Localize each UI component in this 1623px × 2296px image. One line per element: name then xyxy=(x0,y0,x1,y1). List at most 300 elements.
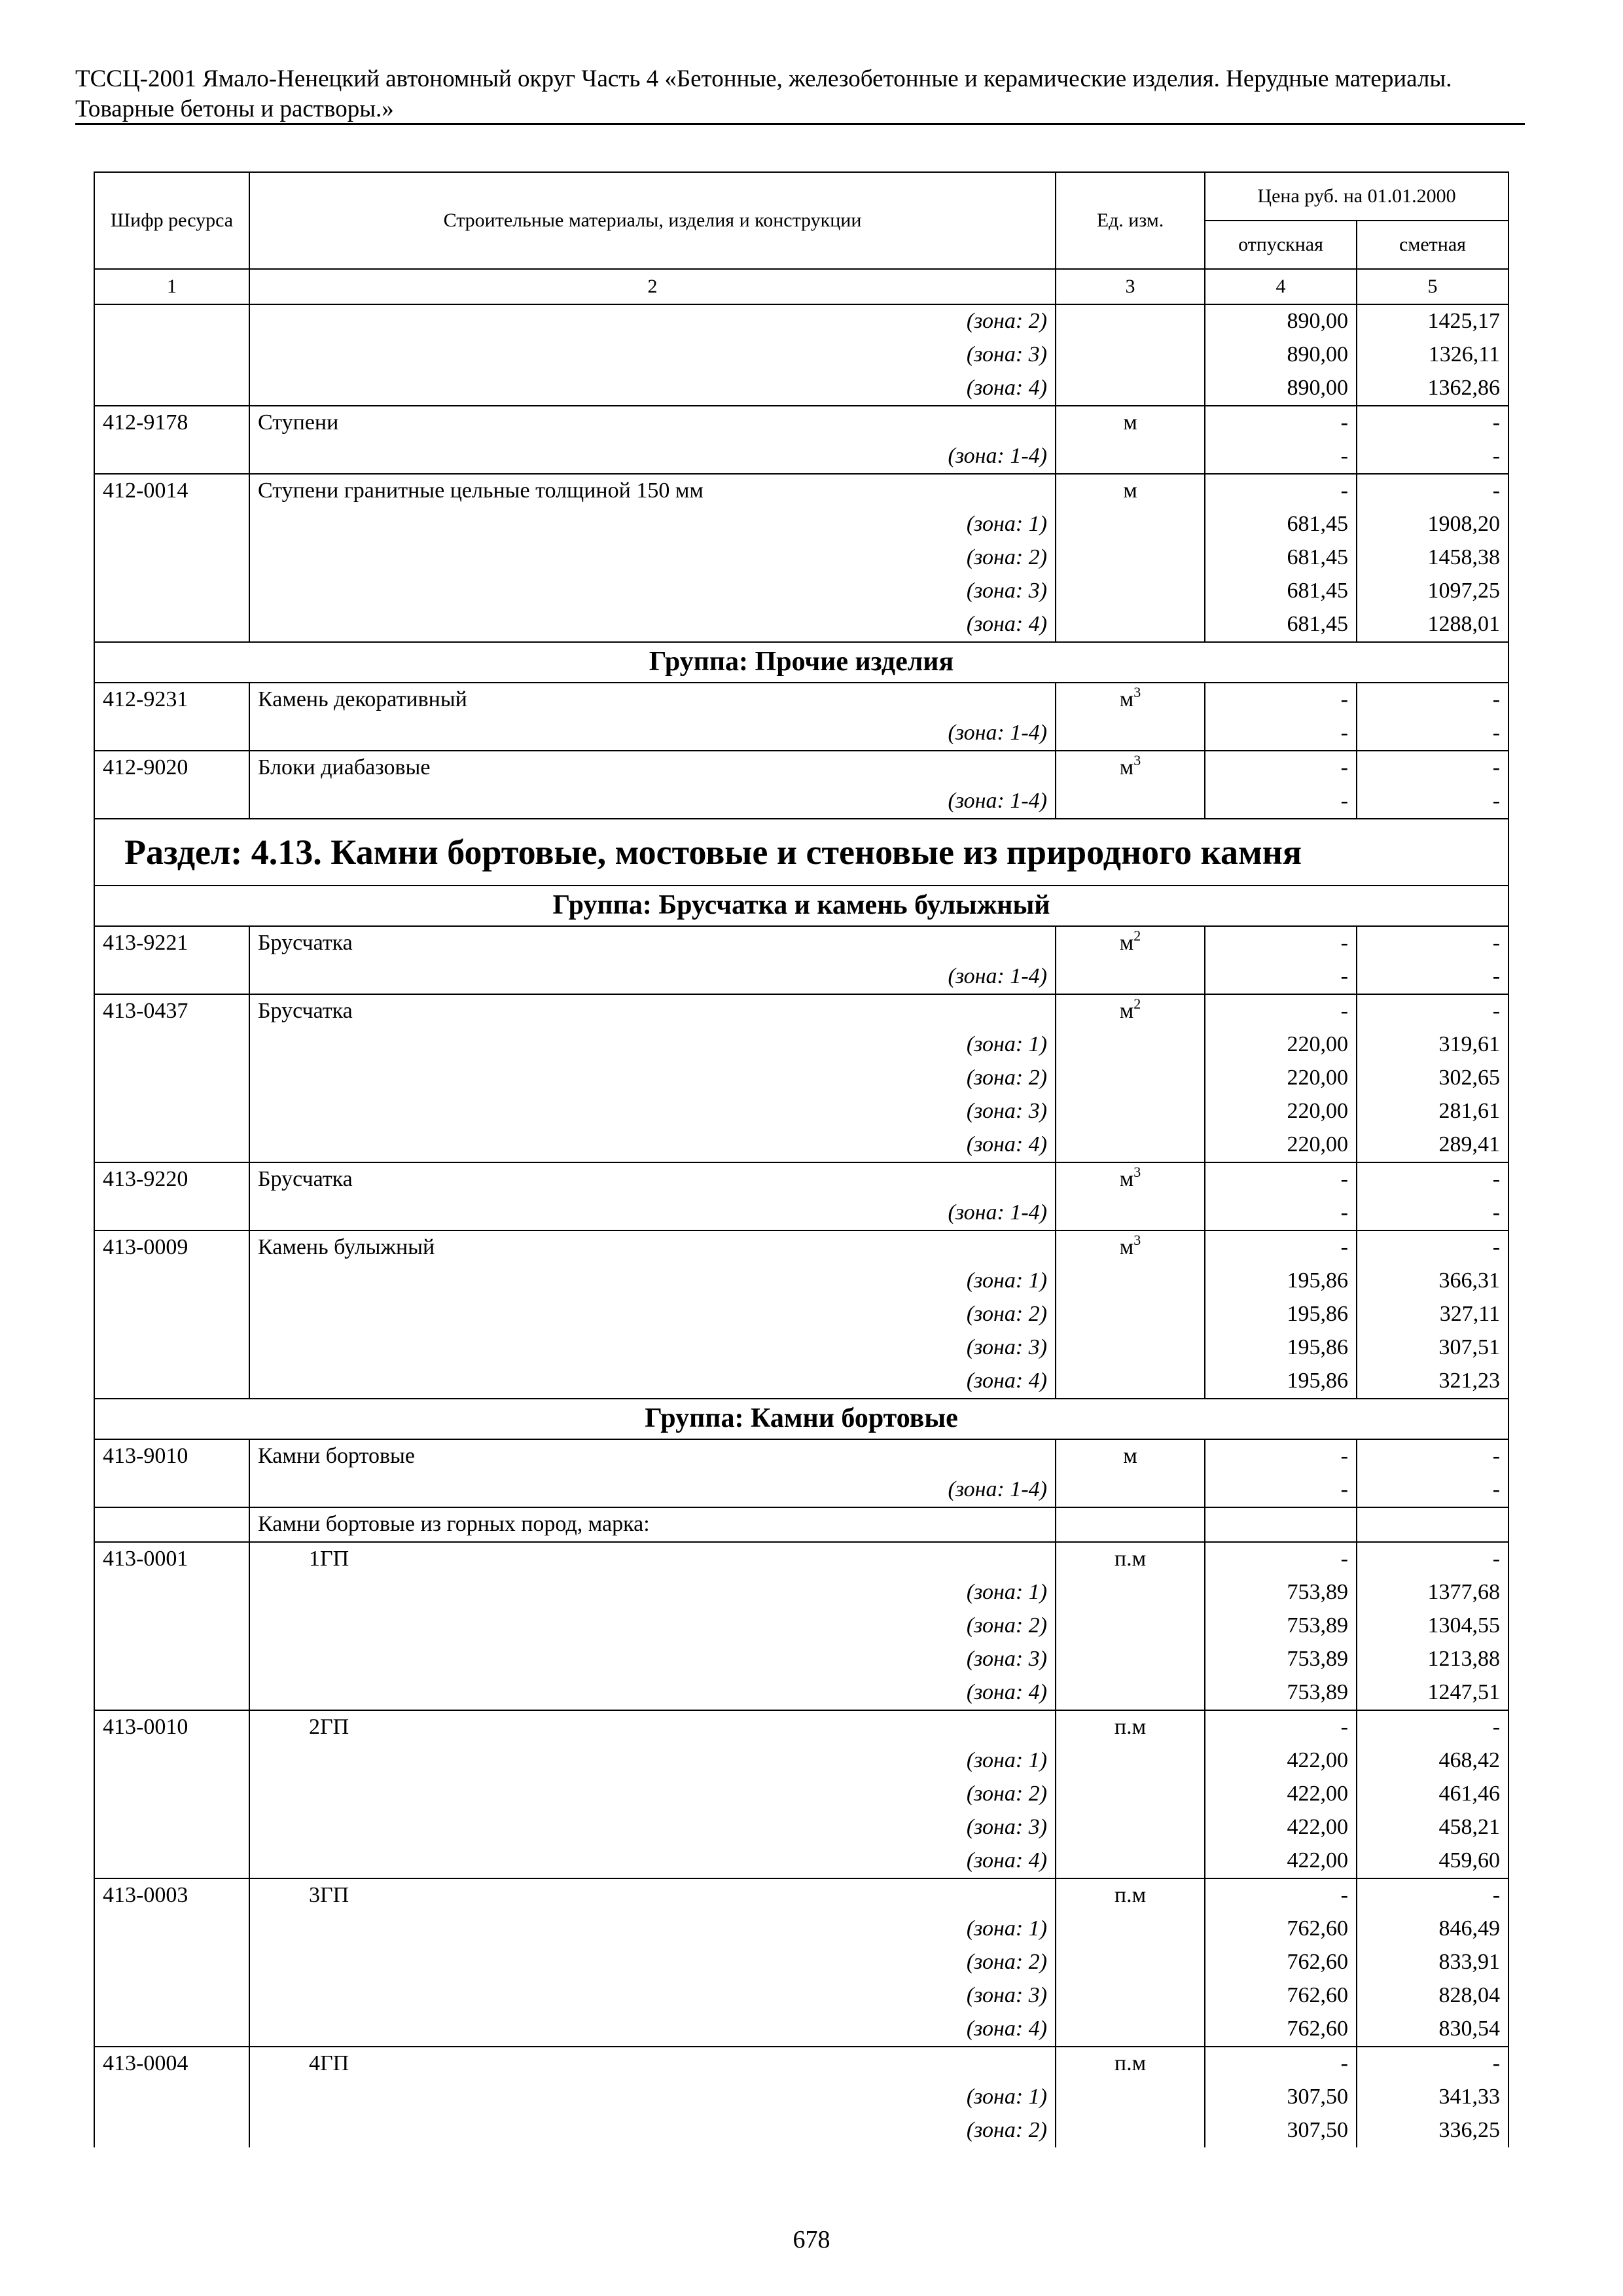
estimate-price: 828,04 xyxy=(1357,1979,1508,2013)
estimate-price: 302,65 xyxy=(1357,1062,1508,1095)
zone-price-row xyxy=(94,1331,1508,1365)
unit-of-measure xyxy=(1056,751,1205,785)
resource-code: 412-0014 xyxy=(94,474,249,508)
unit-of-measure xyxy=(1056,1128,1205,1162)
unit-text: п.м xyxy=(1114,1883,1147,1907)
estimate-price: 1458,38 xyxy=(1357,541,1508,575)
estimate-price: - xyxy=(1357,926,1508,960)
unit-of-measure xyxy=(1056,926,1205,960)
header-line-2: Товарные бетоны и растворы.» xyxy=(75,96,394,122)
resource-code xyxy=(94,575,249,608)
zone-label: (зона: 4) xyxy=(249,1128,1056,1162)
estimate-price xyxy=(1357,1507,1508,1542)
table-row xyxy=(94,926,1508,960)
zone-price-row xyxy=(94,1811,1508,1844)
zone-label: (зона: 4) xyxy=(249,2013,1056,2047)
zone-label: (зона: 2) xyxy=(249,304,1056,338)
zone-label: (зона: 3) xyxy=(249,338,1056,372)
release-price: 422,00 xyxy=(1205,1811,1357,1844)
unit-of-measure xyxy=(1056,2081,1205,2114)
material-name: Ступени гранитные цельные толщиной 150 мм xyxy=(249,474,1056,508)
estimate-price: 459,60 xyxy=(1357,1844,1508,1878)
running-header xyxy=(75,64,1525,124)
resource-code xyxy=(94,508,249,541)
zone-label: (зона: 3) xyxy=(249,1331,1056,1365)
table-row xyxy=(94,683,1508,717)
unit-of-measure xyxy=(1056,1028,1205,1062)
unit-of-measure xyxy=(1056,338,1205,372)
zone-label: (зона: 2) xyxy=(249,1609,1056,1643)
table-header xyxy=(94,172,1508,304)
col-header-unit: Ед. изм. xyxy=(1056,172,1205,269)
release-price: - xyxy=(1205,1162,1357,1196)
zone-label: (зона: 1) xyxy=(249,508,1056,541)
resource-code xyxy=(94,1062,249,1095)
unit-of-measure xyxy=(1056,372,1205,406)
release-price: 220,00 xyxy=(1205,1062,1357,1095)
resource-code xyxy=(94,1643,249,1676)
resource-code xyxy=(94,1095,249,1128)
estimate-price: 289,41 xyxy=(1357,1128,1508,1162)
estimate-price: - xyxy=(1357,994,1508,1028)
material-name: Брусчатка xyxy=(249,994,1056,1028)
zone-price-row xyxy=(94,575,1508,608)
release-price: - xyxy=(1205,717,1357,751)
unit-text: м xyxy=(1119,755,1134,780)
unit-of-measure xyxy=(1056,1365,1205,1399)
price-table-container xyxy=(94,171,1508,2147)
unit-of-measure xyxy=(1056,1473,1205,1507)
resource-code xyxy=(94,1778,249,1811)
zone-label: (зона: 3) xyxy=(249,1979,1056,2013)
col-header-price-group: Цена руб. на 01.01.2000 xyxy=(1205,172,1508,221)
unit-of-measure xyxy=(1056,575,1205,608)
release-price: - xyxy=(1205,751,1357,785)
release-price: - xyxy=(1205,1439,1357,1473)
estimate-price: 1097,25 xyxy=(1357,575,1508,608)
release-price: 762,60 xyxy=(1205,1979,1357,2013)
material-name: Камни бортовые xyxy=(249,1439,1056,1473)
zone-price-row xyxy=(94,372,1508,406)
group-heading-row xyxy=(94,642,1508,683)
unit-of-measure xyxy=(1056,1439,1205,1473)
resource-code xyxy=(94,1844,249,1878)
unit-of-measure xyxy=(1056,1542,1205,1576)
unit-text: м xyxy=(1123,478,1137,503)
resource-code xyxy=(94,1265,249,1298)
zone-label: (зона: 2) xyxy=(249,1946,1056,1979)
estimate-price: 461,46 xyxy=(1357,1778,1508,1811)
release-price: 195,86 xyxy=(1205,1298,1357,1331)
unit-text: м xyxy=(1123,1444,1137,1468)
estimate-price: 307,51 xyxy=(1357,1331,1508,1365)
resource-code: 413-0003 xyxy=(94,1878,249,1912)
zone-price-row xyxy=(94,1196,1508,1230)
resource-code xyxy=(94,2114,249,2147)
release-price: 681,45 xyxy=(1205,575,1357,608)
estimate-price: - xyxy=(1357,474,1508,508)
unit-of-measure xyxy=(1056,994,1205,1028)
material-name: Брусчатка xyxy=(249,926,1056,960)
resource-code: 413-0004 xyxy=(94,2047,249,2081)
release-price: - xyxy=(1205,683,1357,717)
release-price: 890,00 xyxy=(1205,304,1357,338)
unit-of-measure xyxy=(1056,406,1205,440)
material-name: 2ГП xyxy=(249,1710,1056,1744)
table-row xyxy=(94,1439,1508,1473)
material-name: 3ГП xyxy=(249,1878,1056,1912)
zone-price-row xyxy=(94,1979,1508,2013)
table-row xyxy=(94,994,1508,1028)
unit-of-measure xyxy=(1056,1811,1205,1844)
release-price: - xyxy=(1205,2047,1357,2081)
estimate-price: 833,91 xyxy=(1357,1946,1508,1979)
zone-price-row xyxy=(94,1643,1508,1676)
unit-of-measure xyxy=(1056,474,1205,508)
estimate-price: - xyxy=(1357,785,1508,819)
estimate-price: 1362,86 xyxy=(1357,372,1508,406)
estimate-price: - xyxy=(1357,960,1508,994)
zone-label: (зона: 3) xyxy=(249,1095,1056,1128)
unit-of-measure xyxy=(1056,717,1205,751)
material-name: Камень декоративный xyxy=(249,683,1056,717)
release-price: - xyxy=(1205,406,1357,440)
table-body xyxy=(94,304,1508,2147)
release-price: 753,89 xyxy=(1205,1643,1357,1676)
unit-text: м xyxy=(1119,931,1134,955)
material-name: 4ГП xyxy=(249,2047,1056,2081)
zone-label: (зона: 1-4) xyxy=(249,785,1056,819)
unit-text: м xyxy=(1119,999,1134,1023)
zone-price-row xyxy=(94,304,1508,338)
table-row xyxy=(94,1710,1508,1744)
unit-of-measure xyxy=(1056,1878,1205,1912)
release-price: - xyxy=(1205,926,1357,960)
resource-code xyxy=(94,1365,249,1399)
estimate-price: 1425,17 xyxy=(1357,304,1508,338)
release-price: - xyxy=(1205,1230,1357,1265)
unit-exponent: 3 xyxy=(1133,1232,1141,1248)
unit-of-measure xyxy=(1056,440,1205,474)
resource-code xyxy=(94,2013,249,2047)
estimate-price: 327,11 xyxy=(1357,1298,1508,1331)
unit-of-measure xyxy=(1056,508,1205,541)
unit-text: п.м xyxy=(1114,2051,1147,2075)
zone-price-row xyxy=(94,785,1508,819)
unit-of-measure xyxy=(1056,1230,1205,1265)
unit-exponent: 3 xyxy=(1133,752,1141,768)
resource-code xyxy=(94,372,249,406)
table-row xyxy=(94,1162,1508,1196)
zone-price-row xyxy=(94,2013,1508,2047)
release-price: - xyxy=(1205,1196,1357,1230)
material-name: Ступени xyxy=(249,406,1056,440)
unit-text: п.м xyxy=(1114,1547,1147,1571)
unit-of-measure xyxy=(1056,1298,1205,1331)
material-name: Камни бортовые из горных пород, марка: xyxy=(249,1507,1056,1542)
zone-price-row xyxy=(94,1028,1508,1062)
zone-price-row xyxy=(94,1365,1508,1399)
estimate-price: 321,23 xyxy=(1357,1365,1508,1399)
estimate-price: 1908,20 xyxy=(1357,508,1508,541)
table-row xyxy=(94,2047,1508,2081)
release-price: 681,45 xyxy=(1205,608,1357,642)
estimate-price: - xyxy=(1357,1230,1508,1265)
estimate-price: - xyxy=(1357,1162,1508,1196)
estimate-price: - xyxy=(1357,2047,1508,2081)
unit-of-measure xyxy=(1056,960,1205,994)
unit-text: м xyxy=(1119,1167,1134,1191)
zone-price-row xyxy=(94,2114,1508,2147)
header-line-1: ТССЦ-2001 Ямало-Ненецкий автономный округ Часть 4 «Бетонные, железобетонные и керамические изделия. Нерудные материалы. xyxy=(75,65,1452,92)
resource-code: 413-0437 xyxy=(94,994,249,1028)
unit-exponent: 3 xyxy=(1133,684,1141,700)
resource-code xyxy=(94,440,249,474)
subheading-row xyxy=(94,1507,1508,1542)
resource-code xyxy=(94,1676,249,1710)
resource-code xyxy=(94,1744,249,1778)
col-header-price-estimate: сметная xyxy=(1357,221,1508,269)
estimate-price: - xyxy=(1357,1710,1508,1744)
unit-of-measure xyxy=(1056,1576,1205,1609)
zone-label: (зона: 1) xyxy=(249,2081,1056,2114)
release-price: 220,00 xyxy=(1205,1128,1357,1162)
estimate-price: 846,49 xyxy=(1357,1912,1508,1946)
zone-label: (зона: 4) xyxy=(249,1365,1056,1399)
resource-code xyxy=(94,338,249,372)
zone-label: (зона: 3) xyxy=(249,1811,1056,1844)
unit-of-measure xyxy=(1056,1162,1205,1196)
estimate-price: 319,61 xyxy=(1357,1028,1508,1062)
unit-of-measure xyxy=(1056,1095,1205,1128)
release-price: 422,00 xyxy=(1205,1778,1357,1811)
section-heading-row xyxy=(94,819,1508,886)
resource-code xyxy=(94,1609,249,1643)
zone-price-row xyxy=(94,1265,1508,1298)
zone-label: (зона: 2) xyxy=(249,1298,1056,1331)
release-price: - xyxy=(1205,994,1357,1028)
release-price: 220,00 xyxy=(1205,1028,1357,1062)
zone-price-row xyxy=(94,1744,1508,1778)
resource-code: 413-9010 xyxy=(94,1439,249,1473)
zone-price-row xyxy=(94,1473,1508,1507)
col-number: 1 xyxy=(94,269,249,304)
zone-price-row xyxy=(94,1298,1508,1331)
unit-exponent: 2 xyxy=(1133,996,1141,1012)
estimate-price: 1213,88 xyxy=(1357,1643,1508,1676)
zone-price-row xyxy=(94,440,1508,474)
release-price: 762,60 xyxy=(1205,2013,1357,2047)
resource-code xyxy=(94,1811,249,1844)
zone-label: (зона: 1) xyxy=(249,1265,1056,1298)
unit-of-measure xyxy=(1056,2047,1205,2081)
material-name: Камень булыжный xyxy=(249,1230,1056,1265)
zone-label: (зона: 1-4) xyxy=(249,960,1056,994)
price-table xyxy=(94,171,1509,2147)
resource-code: 413-0010 xyxy=(94,1710,249,1744)
zone-price-row xyxy=(94,608,1508,642)
unit-of-measure xyxy=(1056,1744,1205,1778)
unit-of-measure xyxy=(1056,1609,1205,1643)
zone-label: (зона: 4) xyxy=(249,608,1056,642)
zone-label: (зона: 1-4) xyxy=(249,1473,1056,1507)
release-price: 753,89 xyxy=(1205,1576,1357,1609)
estimate-price: - xyxy=(1357,406,1508,440)
resource-code xyxy=(94,2081,249,2114)
unit-of-measure xyxy=(1056,1778,1205,1811)
zone-price-row xyxy=(94,1912,1508,1946)
release-price: 195,86 xyxy=(1205,1365,1357,1399)
resource-code xyxy=(94,304,249,338)
zone-label: (зона: 4) xyxy=(249,372,1056,406)
release-price: - xyxy=(1205,1710,1357,1744)
unit-of-measure xyxy=(1056,1265,1205,1298)
zone-label: (зона: 1-4) xyxy=(249,1196,1056,1230)
material-name: Брусчатка xyxy=(249,1162,1056,1196)
unit-of-measure xyxy=(1056,2013,1205,2047)
estimate-price: - xyxy=(1357,440,1508,474)
release-price: 195,86 xyxy=(1205,1331,1357,1365)
zone-price-row xyxy=(94,1844,1508,1878)
unit-of-measure xyxy=(1056,304,1205,338)
resource-code: 413-9221 xyxy=(94,926,249,960)
unit-of-measure xyxy=(1056,1912,1205,1946)
zone-label: (зона: 3) xyxy=(249,575,1056,608)
resource-code xyxy=(94,717,249,751)
unit-of-measure xyxy=(1056,1507,1205,1542)
table-row xyxy=(94,406,1508,440)
unit-of-measure xyxy=(1056,1979,1205,2013)
zone-price-row xyxy=(94,1128,1508,1162)
group-heading-row xyxy=(94,886,1508,926)
release-price: 422,00 xyxy=(1205,1844,1357,1878)
estimate-price: - xyxy=(1357,717,1508,751)
zone-label: (зона: 2) xyxy=(249,2114,1056,2147)
release-price: 753,89 xyxy=(1205,1676,1357,1710)
unit-text: п.м xyxy=(1114,1715,1147,1739)
table-row xyxy=(94,1542,1508,1576)
group-heading: Группа: Камни бортовые xyxy=(94,1399,1508,1439)
release-price: 422,00 xyxy=(1205,1744,1357,1778)
zone-price-row xyxy=(94,960,1508,994)
unit-of-measure xyxy=(1056,785,1205,819)
release-price: 307,50 xyxy=(1205,2114,1357,2147)
zone-price-row xyxy=(94,508,1508,541)
estimate-price: 366,31 xyxy=(1357,1265,1508,1298)
material-name: Блоки диабазовые xyxy=(249,751,1056,785)
release-price: 220,00 xyxy=(1205,1095,1357,1128)
resource-code: 412-9020 xyxy=(94,751,249,785)
release-price: - xyxy=(1205,440,1357,474)
release-price: 307,50 xyxy=(1205,2081,1357,2114)
estimate-price: 341,33 xyxy=(1357,2081,1508,2114)
estimate-price: 830,54 xyxy=(1357,2013,1508,2047)
resource-code xyxy=(94,785,249,819)
page-number: 678 xyxy=(793,2226,830,2253)
col-number: 5 xyxy=(1357,269,1508,304)
estimate-price: - xyxy=(1357,751,1508,785)
release-price: 762,60 xyxy=(1205,1946,1357,1979)
release-price: 681,45 xyxy=(1205,541,1357,575)
unit-exponent: 3 xyxy=(1133,1164,1141,1180)
release-price: 195,86 xyxy=(1205,1265,1357,1298)
release-price: 890,00 xyxy=(1205,338,1357,372)
zone-price-row xyxy=(94,717,1508,751)
zone-price-row xyxy=(94,1576,1508,1609)
zone-label: (зона: 4) xyxy=(249,1844,1056,1878)
zone-label: (зона: 1-4) xyxy=(249,440,1056,474)
zone-label: (зона: 1-4) xyxy=(249,717,1056,751)
table-row xyxy=(94,751,1508,785)
unit-of-measure xyxy=(1056,1643,1205,1676)
release-price: 753,89 xyxy=(1205,1609,1357,1643)
group-heading: Группа: Брусчатка и камень булыжный xyxy=(94,886,1508,926)
resource-code xyxy=(94,960,249,994)
release-price: - xyxy=(1205,1878,1357,1912)
release-price: - xyxy=(1205,1473,1357,1507)
zone-label: (зона: 2) xyxy=(249,1778,1056,1811)
zone-price-row xyxy=(94,1609,1508,1643)
zone-price-row xyxy=(94,338,1508,372)
resource-code xyxy=(94,1128,249,1162)
zone-price-row xyxy=(94,1946,1508,1979)
zone-label: (зона: 1) xyxy=(249,1912,1056,1946)
resource-code xyxy=(94,541,249,575)
zone-price-row xyxy=(94,1778,1508,1811)
estimate-price: - xyxy=(1357,1878,1508,1912)
release-price: - xyxy=(1205,1542,1357,1576)
resource-code xyxy=(94,1298,249,1331)
resource-code xyxy=(94,1196,249,1230)
estimate-price: 1288,01 xyxy=(1357,608,1508,642)
zone-price-row xyxy=(94,1062,1508,1095)
resource-code: 412-9178 xyxy=(94,406,249,440)
col-header-code: Шифр ресурса xyxy=(94,172,249,269)
zone-label: (зона: 4) xyxy=(249,1676,1056,1710)
estimate-price: 1326,11 xyxy=(1357,338,1508,372)
col-number: 3 xyxy=(1056,269,1205,304)
estimate-price: 1247,51 xyxy=(1357,1676,1508,1710)
estimate-price: 1377,68 xyxy=(1357,1576,1508,1609)
resource-code xyxy=(94,1473,249,1507)
resource-code xyxy=(94,608,249,642)
estimate-price: - xyxy=(1357,1196,1508,1230)
unit-of-measure xyxy=(1056,683,1205,717)
release-price: 890,00 xyxy=(1205,372,1357,406)
release-price: - xyxy=(1205,785,1357,819)
table-row xyxy=(94,474,1508,508)
estimate-price: - xyxy=(1357,1439,1508,1473)
table-row xyxy=(94,1230,1508,1265)
estimate-price: 336,25 xyxy=(1357,2114,1508,2147)
section-heading: Раздел: 4.13. Камни бортовые, мостовые и стеновые из природного камня xyxy=(94,819,1508,886)
resource-code xyxy=(94,1912,249,1946)
zone-label: (зона: 2) xyxy=(249,1062,1056,1095)
zone-price-row xyxy=(94,541,1508,575)
unit-of-measure xyxy=(1056,1844,1205,1878)
resource-code xyxy=(94,1946,249,1979)
resource-code: 412-9231 xyxy=(94,683,249,717)
zone-price-row xyxy=(94,1095,1508,1128)
col-header-name: Строительные материалы, изделия и конструкции xyxy=(249,172,1056,269)
estimate-price: 468,42 xyxy=(1357,1744,1508,1778)
estimate-price: - xyxy=(1357,1473,1508,1507)
release-price: - xyxy=(1205,960,1357,994)
estimate-price: 1304,55 xyxy=(1357,1609,1508,1643)
col-number: 4 xyxy=(1205,269,1357,304)
unit-of-measure xyxy=(1056,608,1205,642)
zone-label: (зона: 3) xyxy=(249,1643,1056,1676)
